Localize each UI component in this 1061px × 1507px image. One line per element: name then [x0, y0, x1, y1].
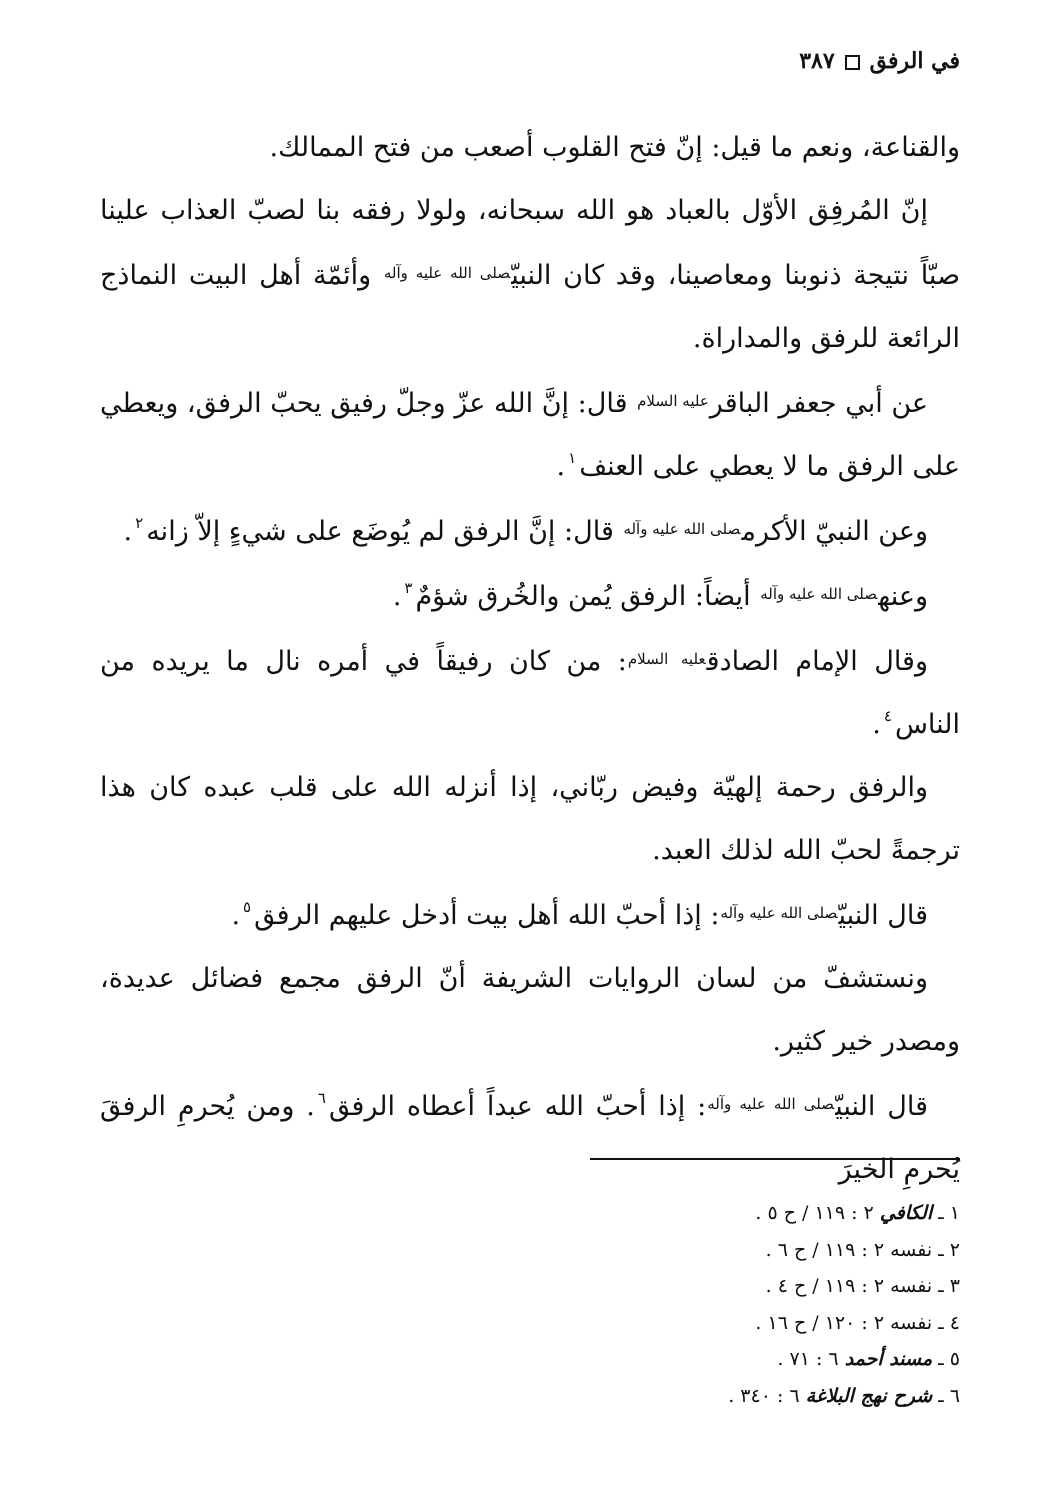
paragraph: [100, 563, 960, 628]
paragraph: [100, 116, 960, 179]
paragraph: [100, 628, 960, 756]
running-header: [100, 44, 960, 78]
footnote-source: مسند أحمد: [844, 1348, 933, 1370]
paragraph: [100, 882, 960, 947]
footnote-number: ٣: [949, 1275, 960, 1297]
paragraph: [100, 1073, 960, 1201]
footnote-marker: ٢: [135, 514, 144, 532]
footnote-reference: نفسه ٢ : ١١٩ / ح ٤ .: [765, 1275, 933, 1297]
header-section-title: في الرفق: [869, 48, 960, 74]
footnote: ٤ ـ نفسه ٢ : ١٢٠ / ح ١٦ .: [755, 1311, 960, 1334]
paragraph-text: : من كان رفيقاً في أمره نال ما يريده من الناس: [100, 646, 960, 740]
paragraph-text: قال: إنَّ الله عزّ وجلّ رفيق يحبّ الرفق، ويعطي على الرفق ما لا يعطي على العنف: [100, 388, 960, 482]
honorific-glyph: عليه السلام: [637, 392, 709, 410]
paragraph-text: .: [872, 709, 881, 740]
footnote: ١ ـ الكافي ٢ : ١١٩ / ح ٥ .: [755, 1202, 960, 1224]
footnote-marker: ٦: [317, 1089, 326, 1107]
footnote-number: ٤: [949, 1311, 960, 1334]
paragraph: [100, 498, 960, 563]
footnote: ٥ ـ مسند أحمد ٦ : ٧١ .: [777, 1348, 960, 1370]
footnotes: [100, 1195, 960, 1414]
footnote-number: ٦: [949, 1384, 960, 1407]
paragraph-text: وعنه: [878, 581, 928, 612]
honorific-glyph: صلى الله عليه وآله: [760, 585, 878, 603]
footnote-reference: نفسه ٢ : ١١٩ / ح ٦ .: [765, 1238, 933, 1261]
paragraph: [100, 947, 960, 1073]
paragraph-text: : إذا أحبّ الله أهل بيت أدخل عليهم الرفق: [254, 900, 720, 931]
paragraph-text: والرفق رحمة إلهيّة وفيض ربّاني، إذا أنزله الله على قلب عبده كان هذا ترجمةً لحبّ الله لذلك العبد.: [100, 772, 960, 866]
honorific-glyph: صلى الله عليه وآله: [720, 904, 838, 922]
footnote-number: ٢: [949, 1238, 960, 1261]
paragraph: [100, 179, 960, 370]
paragraph-text: .: [231, 900, 241, 931]
footnote-source: شرح نهج البلاغة: [805, 1384, 933, 1407]
footnote-marker: ٤: [883, 707, 892, 725]
footnote-separator: [590, 1158, 960, 1160]
footnote-reference: نفسه ٢ : ١٢٠ / ح ١٦ .: [755, 1311, 933, 1334]
footnote-reference: ٦ : ٧١ .: [777, 1348, 839, 1370]
paragraph-text: وقال الإمام الصادق: [706, 646, 928, 677]
honorific-glyph: صلى الله عليه وآله: [383, 264, 511, 282]
paragraph: [100, 756, 960, 882]
paragraph-text: ونستشفّ من لسان الروايات الشريفة أنّ الرفق مجمع فضائل عديدة، ومصدر خير كثير.: [100, 963, 960, 1057]
paragraph-text: أيضاً: الرفق يُمن والخُرق شؤمٌ: [415, 581, 760, 612]
footnote-marker: ٥: [243, 898, 252, 916]
book-page: [100, 30, 960, 1480]
footnote: ٣ ـ نفسه ٢ : ١١٩ / ح ٤ .: [765, 1275, 960, 1297]
paragraph-text: قال النبيّ: [838, 900, 928, 931]
paragraph-text: قال النبيّ: [835, 1091, 928, 1122]
paragraph-text: .: [392, 581, 402, 612]
footnote-reference: ٦ : ٣٤٠ .: [728, 1384, 800, 1407]
paragraph: [100, 370, 960, 498]
paragraph-text: . ومن يُحرمِ الرفقَ يُحرمِ الخيرَ: [100, 1091, 960, 1185]
footnote-reference: ٢ : ١١٩ / ح ٥ .: [755, 1202, 874, 1224]
footnote: ٦ ـ شرح نهج البلاغة ٦ : ٣٤٠ .: [728, 1384, 960, 1407]
footnote-number: ٥: [949, 1348, 960, 1370]
paragraph-text: وعن النبيّ الأكرم: [741, 516, 928, 547]
paragraph-text: قال: إنَّ الرفق لم يُوضَع على شيءٍ إلاّ زانه: [146, 516, 623, 547]
footnote: ٢ ـ نفسه ٢ : ١١٩ / ح ٦ .: [765, 1238, 960, 1261]
honorific-glyph: صلى الله عليه وآله: [707, 1095, 835, 1113]
paragraph-text: : إذا أحبّ الله عبداً أعطاه الرفق: [328, 1091, 707, 1122]
footnote-source: الكافي: [879, 1202, 933, 1224]
page-number: ٣٨٧: [799, 48, 835, 74]
paragraph-text: إنّ المُرفِق الأوّل بالعباد هو الله سبحانه، ولولا رفقه بنا لصبّ العذاب علينا صبّاً نتيجة ذنوبنا ومعاصينا، وقد كان النبيّ: [100, 195, 960, 291]
header-square-icon: [845, 55, 860, 70]
footnote-marker: ١: [568, 449, 577, 467]
paragraph-text: وأئمّة أهل البيت النماذج الرائعة للرفق والمداراة.: [100, 260, 960, 354]
paragraph-text: عن أبي جعفر الباقر: [709, 388, 929, 419]
honorific-glyph: عليه السلام: [627, 650, 706, 668]
footnote-number: ١: [949, 1202, 960, 1224]
footnote-marker: ٣: [404, 579, 413, 597]
honorific-glyph: صلى الله عليه وآله: [623, 520, 741, 538]
paragraph-text: .: [556, 451, 566, 482]
main-text: [100, 116, 960, 1201]
paragraph-text: .: [123, 516, 133, 547]
paragraph-text: والقناعة، ونعم ما قيل: إنّ فتح القلوب أصعب من فتح الممالك.: [269, 132, 960, 163]
